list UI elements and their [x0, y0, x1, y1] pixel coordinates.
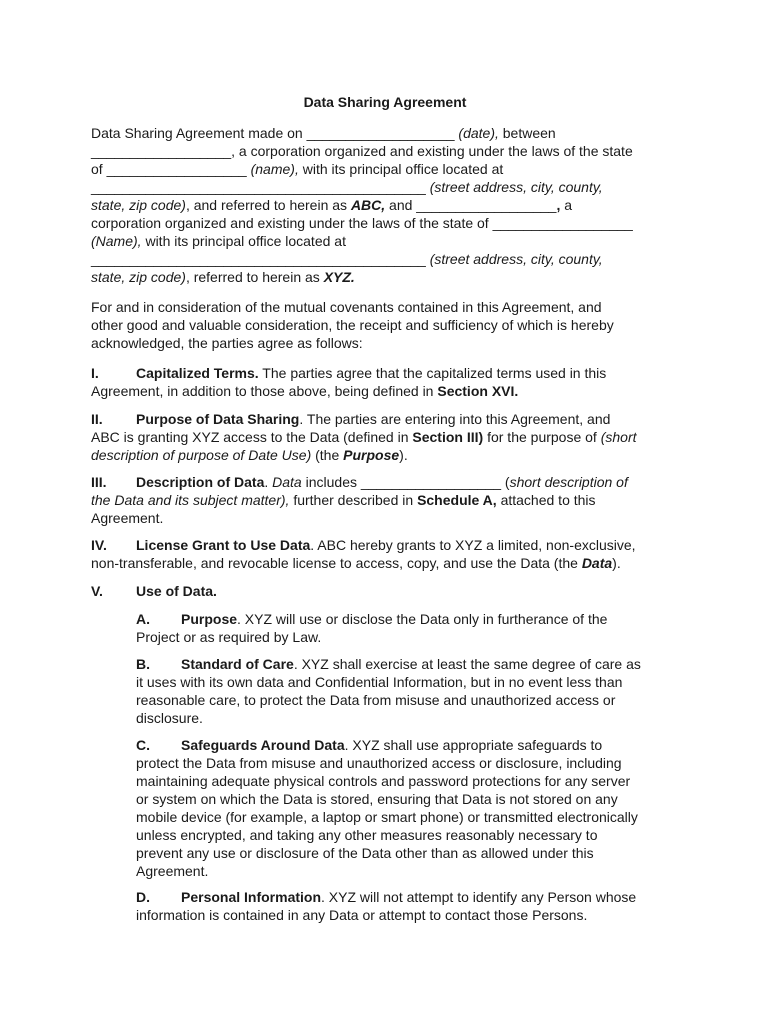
party-xyz: XYZ. [323, 269, 355, 285]
section-text: attached to this [496, 492, 596, 508]
section-number: II. [91, 411, 103, 427]
subsection-text: . XYZ shall use appropriate safeguards to [344, 737, 603, 753]
section-text: . The parties are entering into this Agreement, and [299, 411, 611, 427]
subsection-text: information is contained in any Data or attempt to contact those Persons. [136, 907, 588, 923]
subsection-text: . XYZ shall exercise at least the same degree of care as [293, 656, 641, 672]
section-text: (the [311, 447, 344, 463]
section-heading: License Grant to Use Data [136, 537, 311, 553]
subsection-heading: Purpose [181, 611, 238, 627]
subsection-text: it uses with its own data and Confidential Information, but in no event less than [136, 674, 623, 690]
intro-text: state, zip code) [91, 269, 186, 285]
intro-text: (Name), [91, 233, 142, 249]
section-heading: Purpose of Data Sharing [136, 411, 300, 427]
defined-term: Data [581, 555, 613, 571]
section-number: V. [91, 583, 103, 599]
subsection-text: or system on which the Data is stored, ensuring that Data is not stored on any [136, 791, 618, 807]
consideration-text: acknowledged, the parties agree as follows: [91, 335, 363, 351]
consideration-paragraph [91, 298, 691, 352]
section-number: III. [91, 474, 107, 490]
section-text: further described in [289, 492, 418, 508]
subsection-personal-information [136, 888, 696, 924]
section-text: The parties agree that the capitalized terms used in this [258, 365, 607, 381]
subsection-text: mobile device (for example, a laptop or smart phone) or transmitted electronically [136, 809, 638, 825]
subsection-text: prevent any use or disclosure of the Data other than as allowed under this [136, 845, 594, 861]
section-text: . ABC hereby grants to XYZ a limited, non-exclusive, [310, 537, 636, 553]
section-text: ). [612, 555, 621, 571]
subsection-number: D. [136, 889, 150, 905]
subsection-text: reasonable care, to protect the Data from misuse and unauthorized access or [136, 692, 616, 708]
section-license-grant [91, 536, 691, 572]
subsection-heading: Safeguards Around Data [181, 737, 345, 753]
intro-text: of __________________ [91, 161, 251, 177]
section-heading: Description of Data [136, 474, 265, 490]
section-text: . [264, 474, 273, 490]
subsection-text: disclosure. [136, 710, 203, 726]
intro-text: ___________________________________________ [91, 179, 430, 195]
subsection-safeguards [136, 736, 696, 880]
intro-text: (date), [458, 125, 499, 141]
intro-text: (street address, city, county, [429, 179, 603, 195]
intro-text: , referred to herein as [185, 269, 324, 285]
subsection-text: Agreement. [136, 863, 209, 879]
subsection-number: C. [136, 737, 150, 753]
intro-paragraph [91, 124, 691, 286]
subsection-text: protect the Data from misuse and unauthorized access or disclosure, including [136, 755, 622, 771]
intro-text: between [498, 125, 556, 141]
intro-text: and __________________ [385, 197, 557, 213]
subsection-heading: Personal Information [181, 889, 322, 905]
intro-text: with its principal office located at [298, 161, 504, 177]
consideration-text: For and in consideration of the mutual covenants contained in this Agreement, and [91, 299, 602, 315]
subsection-number: A. [136, 611, 150, 627]
subsection-text: maintaining adequate physical controls and password protections for any server [136, 773, 631, 789]
section-text: ABC is granting XYZ access to the Data (defined in [91, 429, 413, 445]
section-text: the Data and its subject matter), [91, 492, 290, 508]
intro-text: corporation organized and existing under the laws of the state of __________________ [91, 215, 633, 231]
section-text: Data [272, 474, 302, 490]
intro-text: Data Sharing Agreement made on ___________________ [91, 125, 459, 141]
intro-text: __________________, a corporation organized and existing under the laws of the state [91, 143, 633, 159]
intro-text: (street address, city, county, [429, 251, 603, 267]
subsection-text: . XYZ will use or disclose the Data only in furtherance of the [237, 611, 608, 627]
party-abc: ABC, [350, 197, 386, 213]
section-text: short description of [509, 474, 628, 490]
subsection-text: . XYZ will not attempt to identify any Person whose [321, 889, 637, 905]
section-capitalized-terms [91, 364, 691, 400]
intro-text: (name), [250, 161, 299, 177]
section-reference: Section III) [412, 429, 484, 445]
section-use-of-data [91, 582, 691, 600]
subsection-purpose [136, 610, 696, 646]
section-text: (short [600, 429, 637, 445]
section-text: includes __________________ ( [301, 474, 510, 490]
subsection-text: unless encrypted, and taking any other measures reasonably necessary to [136, 827, 598, 843]
section-text: Agreement. [91, 510, 164, 526]
section-reference: Section XVI. [437, 383, 519, 399]
consideration-text: other good and valuable consideration, the receipt and sufficiency of which is hereby [91, 317, 614, 333]
intro-text: , [556, 197, 561, 213]
section-purpose-of-data-sharing [91, 410, 691, 464]
intro-text: a [560, 197, 573, 213]
defined-term: Purpose [343, 447, 400, 463]
section-text: for the purpose of [483, 429, 601, 445]
intro-text: with its principal office located at [141, 233, 346, 249]
subsection-text: Project or as required by Law. [136, 629, 322, 645]
section-heading: Capitalized Terms. [136, 365, 259, 381]
intro-text: ___________________________________________ [91, 251, 430, 267]
section-text: description of purpose of Date Use) [91, 447, 312, 463]
subsection-standard-of-care [136, 655, 696, 727]
intro-text: state, zip code) [91, 197, 186, 213]
subsection-heading: Standard of Care [181, 656, 294, 672]
section-text: non-transferable, and revocable license to access, copy, and use the Data (the [91, 555, 582, 571]
intro-text: , and referred to herein as [185, 197, 351, 213]
section-number: IV. [91, 537, 107, 553]
section-text: Agreement, in addition to those above, being defined in [91, 383, 438, 399]
section-number: I. [91, 365, 99, 381]
section-heading: Use of Data. [136, 583, 217, 599]
section-reference: Schedule A, [417, 492, 497, 508]
section-text: ). [399, 447, 408, 463]
document-title: Data Sharing Agreement [303, 94, 467, 110]
section-description-of-data [91, 473, 691, 527]
subsection-number: B. [136, 656, 150, 672]
